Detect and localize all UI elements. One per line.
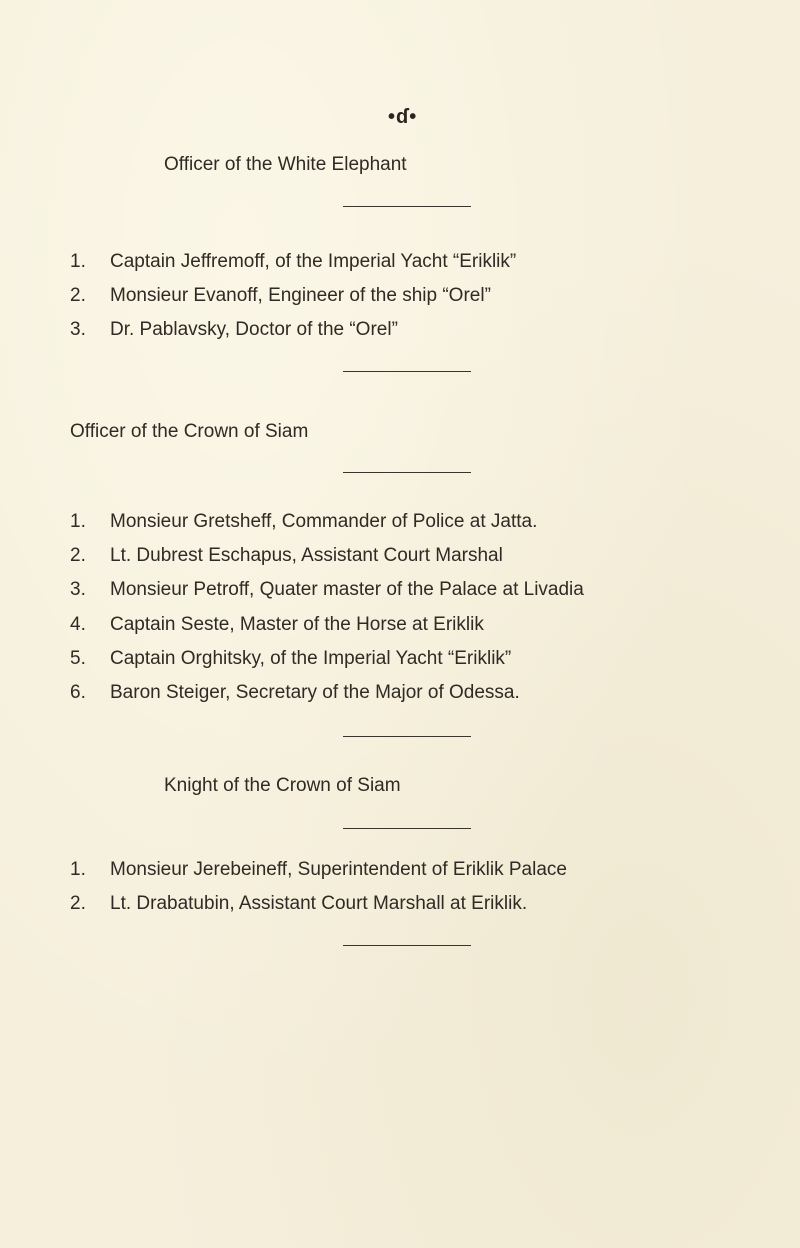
section-heading-white-elephant: Officer of the White Elephant xyxy=(164,154,407,175)
list-item xyxy=(70,545,503,567)
list-item xyxy=(70,859,567,881)
item-text: Monsieur Gretsheff, Commander of Police at Jatta. xyxy=(110,511,538,532)
item-text: Monsieur Jerebeineff, Superintendent of Eriklik Palace xyxy=(110,859,567,880)
list-item xyxy=(70,648,511,670)
item-text: Captain Seste, Master of the Horse at Eriklik xyxy=(110,614,484,635)
list-item xyxy=(70,579,584,601)
divider-rule xyxy=(343,371,471,372)
list-item xyxy=(70,893,527,915)
item-text: Dr. Pablavsky, Doctor of the “Orel” xyxy=(110,319,398,340)
item-number: 1. xyxy=(70,251,86,272)
item-text: Captain Orghitsky, of the Imperial Yacht “Eriklik” xyxy=(110,648,512,669)
divider-rule xyxy=(343,206,471,207)
divider-rule xyxy=(343,736,471,737)
list-item xyxy=(70,319,398,341)
list-item xyxy=(70,614,484,636)
list-item xyxy=(70,285,491,307)
divider-rule xyxy=(343,472,471,473)
item-number: 4. xyxy=(70,614,86,635)
list-item xyxy=(70,251,516,273)
ornament-icon: •ɗ• xyxy=(388,106,418,128)
item-text: Monsieur Evanoff, Engineer of the ship “Orel” xyxy=(110,285,491,306)
item-text: Captain Jeffremoff, of the Imperial Yacht “Eriklik” xyxy=(110,251,517,272)
item-text: Lt. Drabatubin, Assistant Court Marshall at Eriklik. xyxy=(110,893,528,914)
item-text: Monsieur Petroff, Quater master of the Palace at Livadia xyxy=(110,579,584,600)
item-number: 1. xyxy=(70,859,86,880)
item-number: 1. xyxy=(70,511,86,532)
item-text: Lt. Dubrest Eschapus, Assistant Court Marshal xyxy=(110,545,503,566)
item-number: 2. xyxy=(70,545,86,566)
list-item xyxy=(70,511,537,533)
item-number: 5. xyxy=(70,648,86,669)
item-number: 3. xyxy=(70,319,86,340)
section-heading-knight-crown: Knight of the Crown of Siam xyxy=(164,775,401,796)
item-text: Baron Steiger, Secretary of the Major of Odessa. xyxy=(110,682,520,703)
list-item xyxy=(70,682,520,704)
section-heading-officer-crown: Officer of the Crown of Siam xyxy=(70,421,309,442)
item-number: 2. xyxy=(70,893,86,914)
item-number: 6. xyxy=(70,682,86,703)
divider-rule xyxy=(343,828,471,829)
item-number: 3. xyxy=(70,579,86,600)
item-number: 2. xyxy=(70,285,86,306)
divider-rule xyxy=(343,945,471,946)
